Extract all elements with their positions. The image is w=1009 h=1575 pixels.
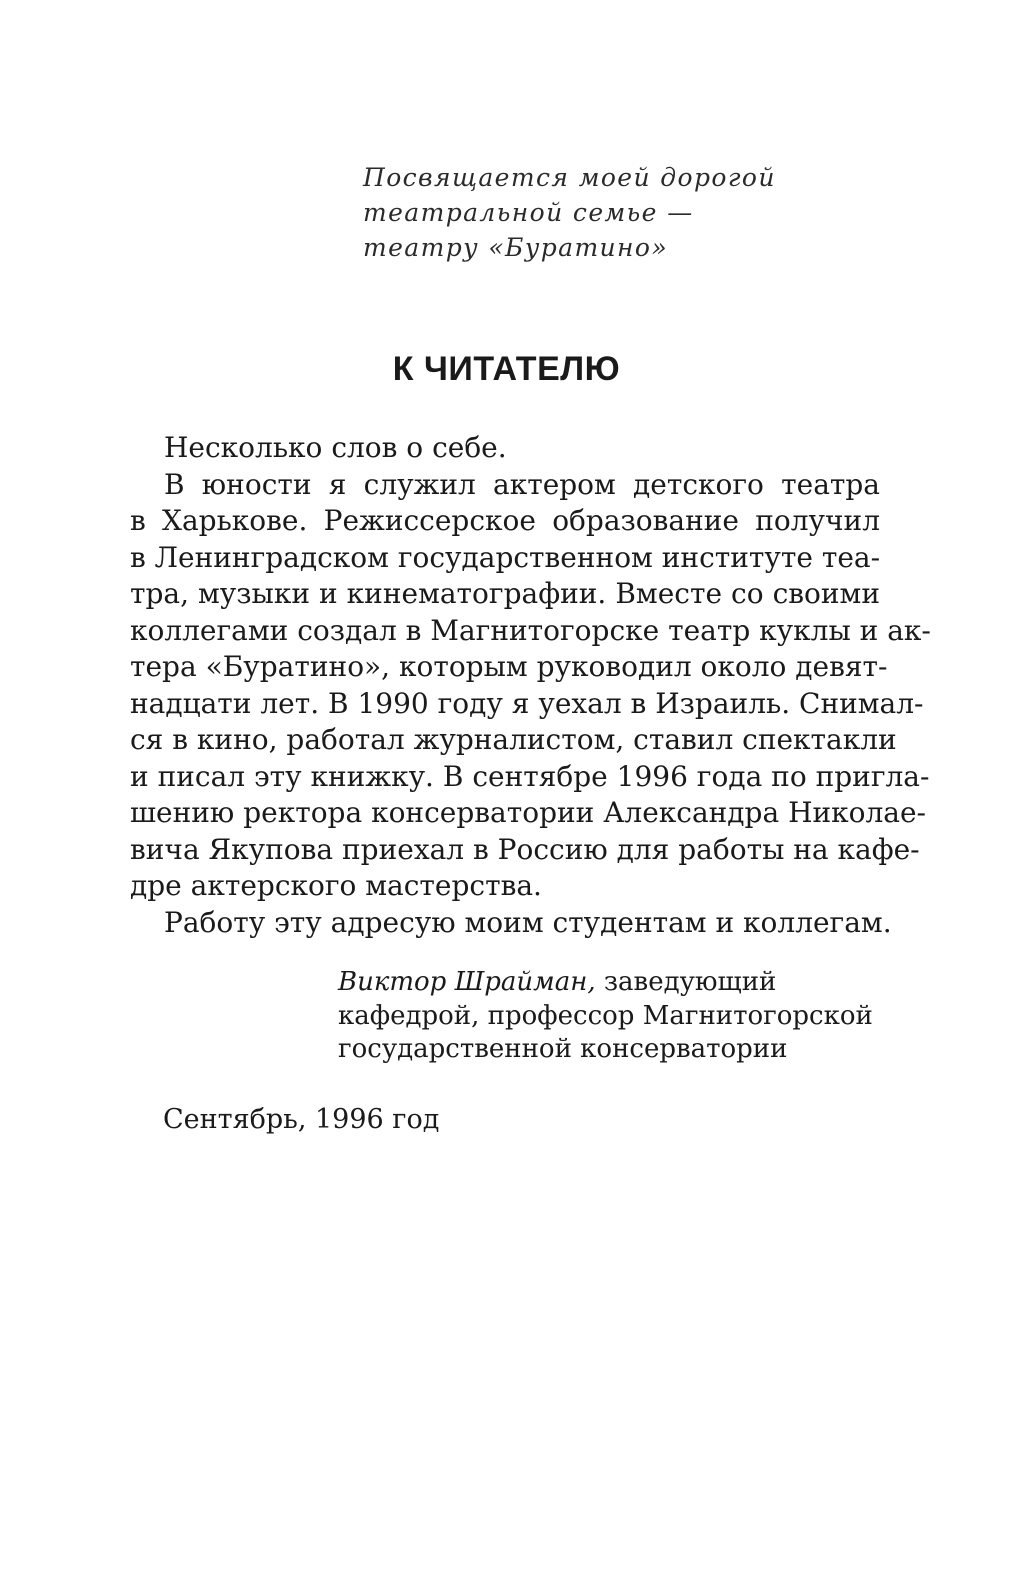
- paragraph-line: В юности я служил актером детского театра: [164, 467, 880, 501]
- signature-line: [338, 966, 878, 1000]
- paragraph-line: надцати лет. В 1990 году я уехал в Израиль. Снимал-: [130, 686, 924, 720]
- dedication-line: театру «Буратино»: [363, 233, 669, 262]
- signature-line: кафедрой, профессор Магнитогорской: [338, 1000, 873, 1031]
- dedication-line: театральной семье —: [363, 198, 694, 227]
- paragraph-line: Несколько слов о себе.: [164, 431, 507, 464]
- body-text: [130, 430, 931, 941]
- paragraph-line: тра, музыки и кинематографии. Вместе со своими: [130, 577, 880, 610]
- signature: [338, 966, 878, 1067]
- paragraph-line: в Харькове. Режиссерское образование получил: [130, 504, 880, 537]
- paragraph-line: и писал эту книжку. В сентябре 1996 года по пригла-: [130, 759, 930, 793]
- paragraph-line: ся в кино, работал журналистом, ставил спектакли: [130, 723, 897, 756]
- dedication: [363, 160, 783, 265]
- paragraph-line: коллегами создал в Магнитогорске театр куклы и ак-: [130, 613, 931, 647]
- paragraph-line: Работу эту адресую моим студентам и коллегам.: [164, 905, 892, 939]
- author-position: заведующий: [595, 967, 777, 997]
- paragraph-line: тера «Буратино», которым руководил около девят-: [130, 650, 888, 683]
- paragraph-line: дре актерского мастерства.: [130, 869, 542, 902]
- date-line: Сентябрь, 1996 год: [163, 1104, 440, 1135]
- author-name: Виктор Шрайман,: [338, 967, 596, 997]
- paragraph-line: шению ректора консерватории Александра Николае-: [130, 796, 927, 829]
- dedication-line: Посвящается моей дорогой: [363, 163, 776, 192]
- paragraph-line: в Ленинградском государственном институте теа-: [130, 540, 881, 574]
- paragraph-line: вича Якупова приехал в Россию для работы на кафе-: [130, 832, 920, 866]
- signature-line: государственной консерватории: [338, 1034, 788, 1064]
- page-title: К ЧИТАТЕЛЮ: [392, 350, 621, 388]
